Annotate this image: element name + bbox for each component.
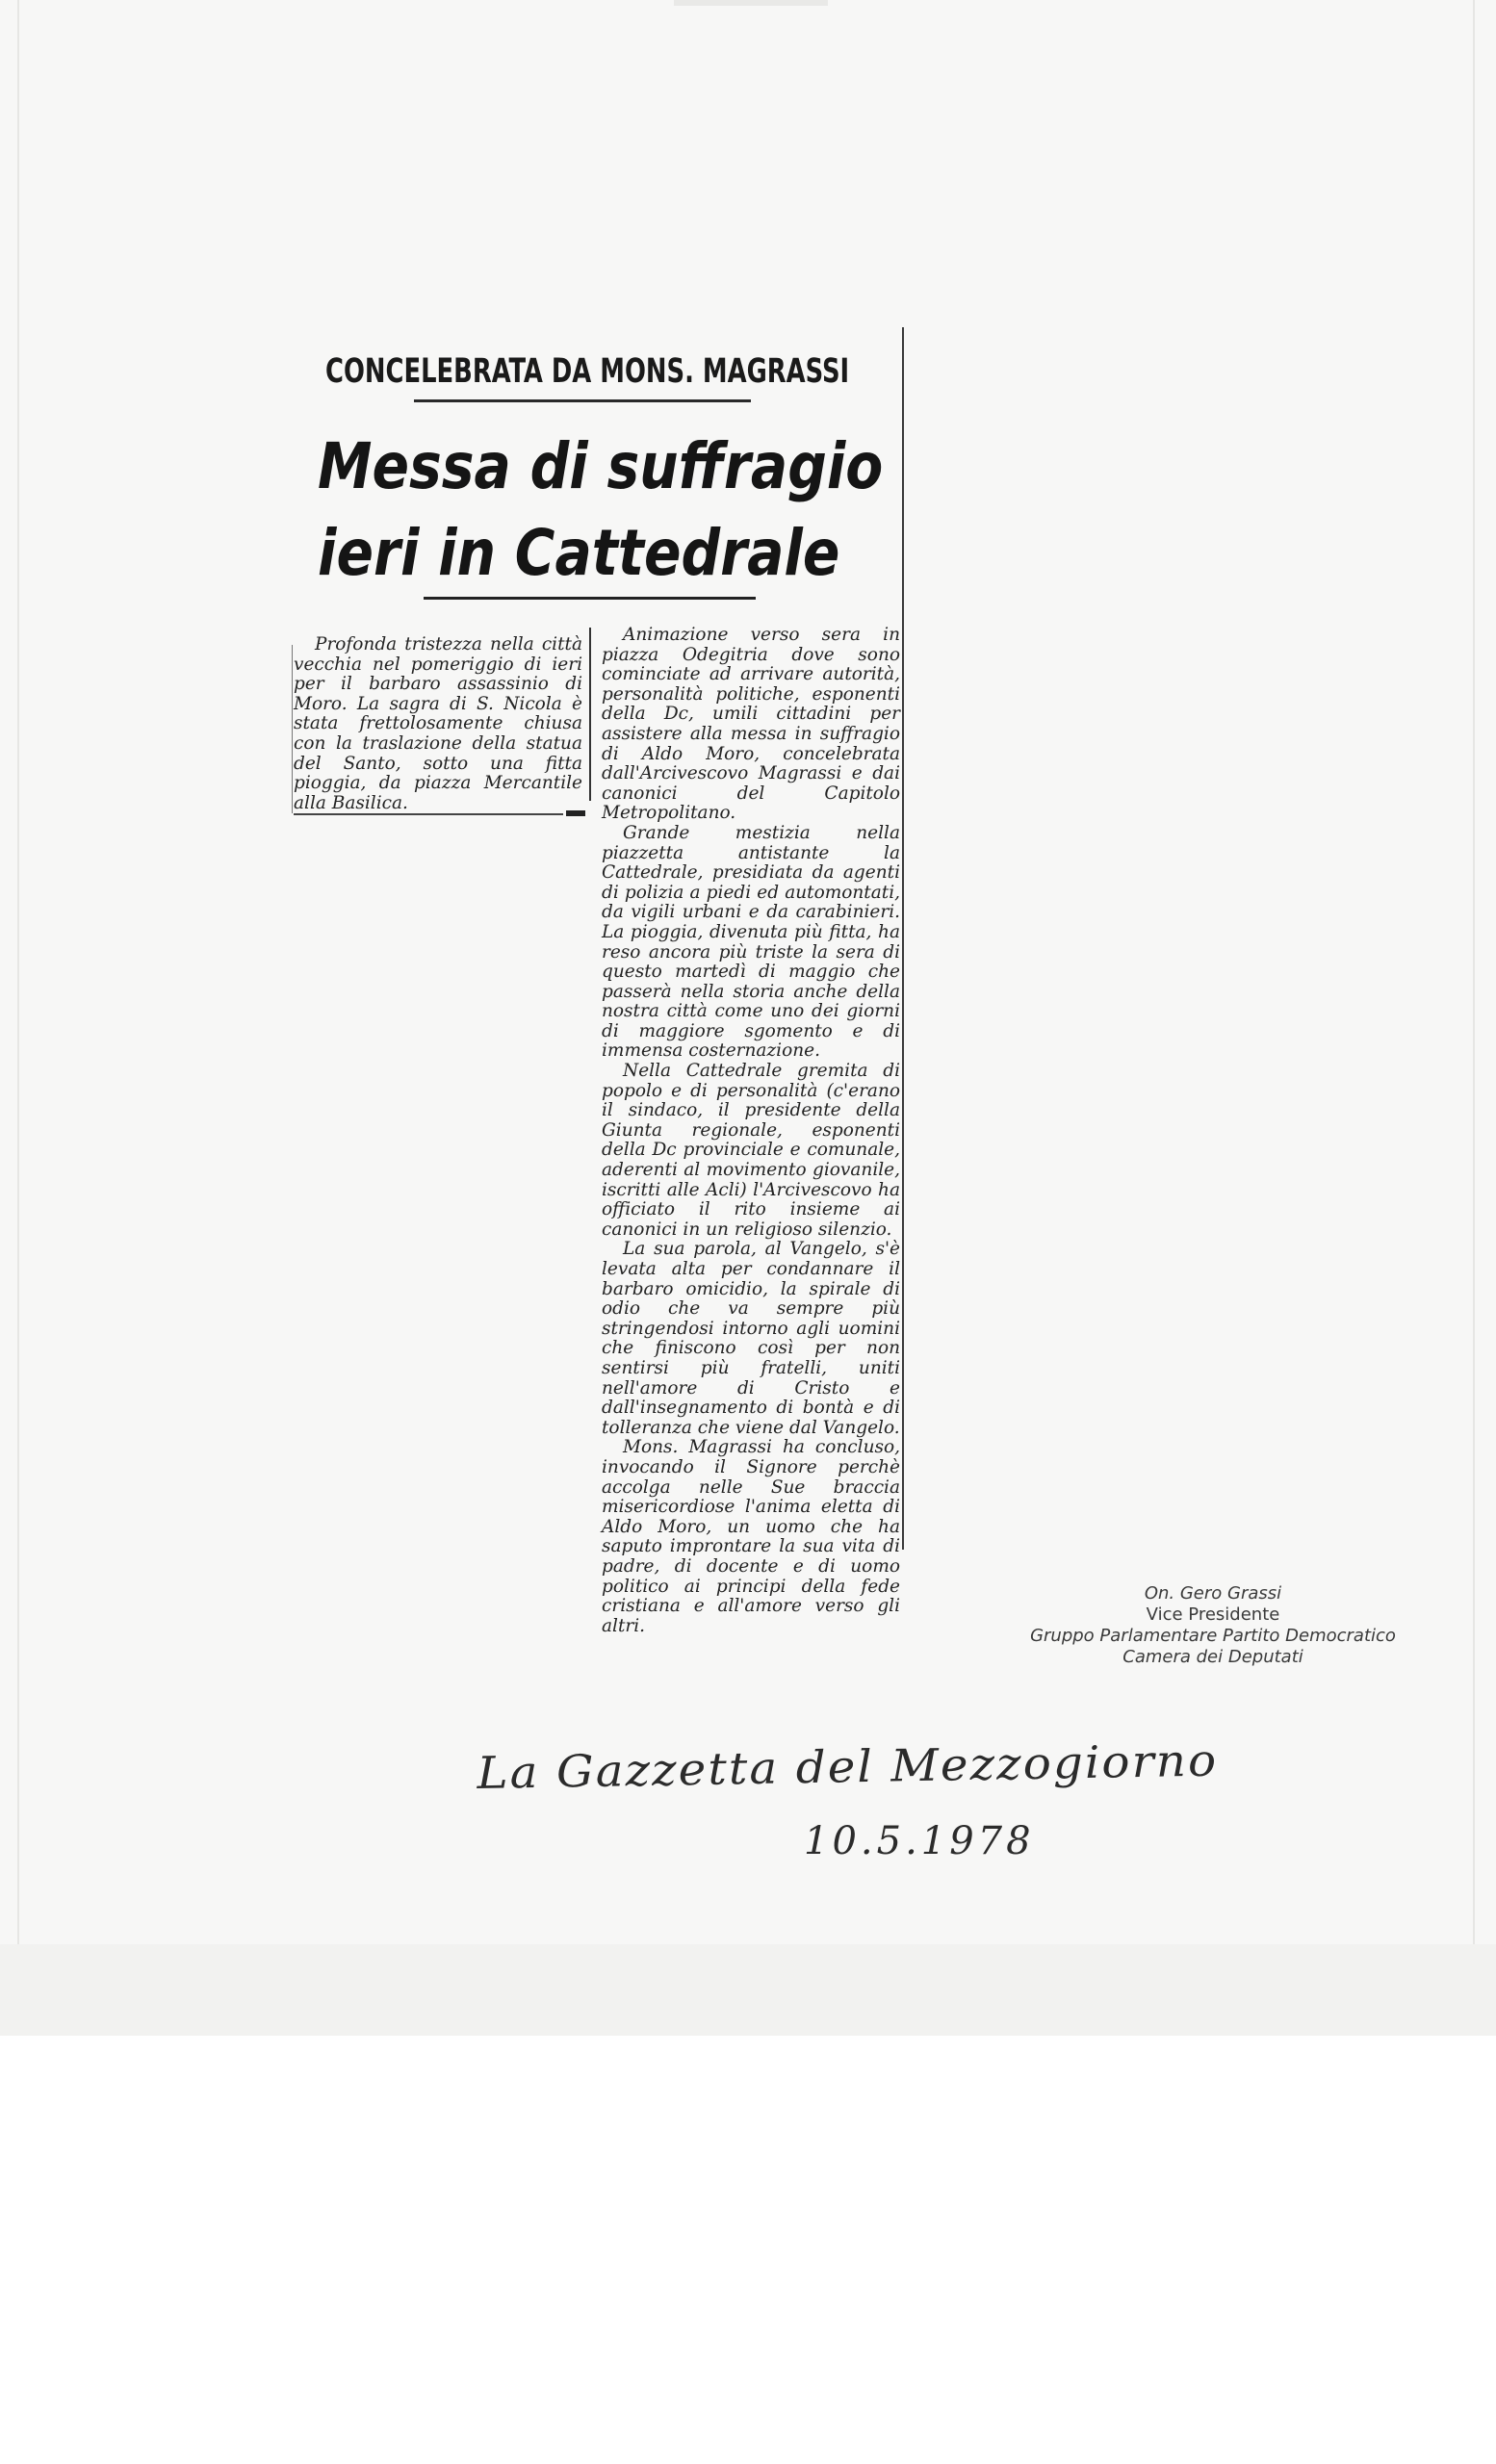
newspaper-clipping	[289, 327, 910, 1636]
right-column-edge	[902, 327, 904, 1550]
scan-bottom-band	[0, 1944, 1496, 2036]
stamp-group: Gruppo Parlamentare Partito Democratico	[1030, 1626, 1396, 1646]
scan-top-mark	[674, 0, 828, 6]
left-column-end-rule	[294, 813, 563, 815]
left-paragraph-1: Profonda tristezza nella città vecchia nel pomeriggio di ieri per il barbaro assassinio di Moro. La sagra di S. Nicola è stata frettolosamente chiusa con la traslazione della statua del Santo, sotto una fitta pioggia, da piazza Mercantile alla Basilica.	[294, 634, 582, 813]
article-headline	[318, 424, 884, 597]
stamp-name: On. Gero Grassi	[1144, 1583, 1282, 1604]
right-paragraph-4: La sua parola, al Vangelo, s'è levata alta per condannare il barbaro omicidio, la spirale di odio che va sempre più stringendosi intorno agli uomini che finiscono così per non sentirsi più fratelli, uniti nell'amore di Cristo e dall'insegnamento di bontà e di tolleranza che viene dal Vangelo.	[602, 1239, 900, 1438]
scan-edge-left	[17, 0, 19, 2036]
left-column	[294, 635, 582, 813]
handwritten-source: La Gazzetta del Mezzogiorno	[477, 1733, 1219, 1799]
article-kicker: CONCELEBRATA DA MONS. MAGRASSI	[325, 352, 850, 391]
stamp-chamber: Camera dei Deputati	[1122, 1647, 1303, 1667]
deputy-stamp	[1001, 1583, 1425, 1668]
left-column-border	[292, 645, 293, 813]
column-divider	[589, 628, 591, 801]
handwritten-date: 10.5.1978	[804, 1819, 1035, 1863]
stamp-role: Vice Presidente	[1146, 1604, 1280, 1625]
headline-rule	[424, 597, 756, 600]
headline-line-2: ieri in Cattedrale	[318, 516, 840, 590]
right-paragraph-3: Nella Cattedrale gremita di popolo e di personalità (c'erano il sindaco, il presidente della Giunta regionale, esponenti della Dc provinciale e comunale, aderenti al movimento giovanile, iscritti alle Acli) l'Arcivescovo ha officiato il rito insieme ai canonici in un religioso silenzio.	[602, 1061, 900, 1240]
headline-line-1: Messa di suffragio	[318, 429, 884, 503]
scan-edge-right	[1473, 0, 1475, 2036]
left-column-end-mark	[566, 810, 585, 816]
right-paragraph-1: Animazione verso sera in piazza Odegitria dove sono cominciate ad arrivare autorità, personalità politiche, esponenti della Dc, umili cittadini per assistere alla messa in suffragio di Aldo Moro, concelebrata dall'Arcivescovo Magrassi e dai canonici del Capitolo Metropolitano.	[602, 625, 900, 824]
right-paragraph-5: Mons. Magrassi ha concluso, invocando il Signore perchè accolga nelle Sue braccia misericordiose l'anima eletta di Aldo Moro, un uomo che ha saputo improntare la sua vita di padre, di docente e di uomo politico ai principi della fede cristiana e all'amore verso gli altri.	[602, 1437, 900, 1636]
right-paragraph-2: Grande mestizia nella piazzetta antistante la Cattedrale, presidiata da agenti di polizia a piedi ed automontati, da vigili urbani e da carabinieri. La pioggia, divenuta più fitta, ha reso ancora più triste la sera di questo martedì di maggio che passerà nella storia anche della nostra città come uno dei giorni di maggiore sgomento e di immensa costernazione.	[602, 822, 900, 1062]
kicker-rule	[414, 399, 751, 402]
right-column	[602, 626, 900, 1636]
